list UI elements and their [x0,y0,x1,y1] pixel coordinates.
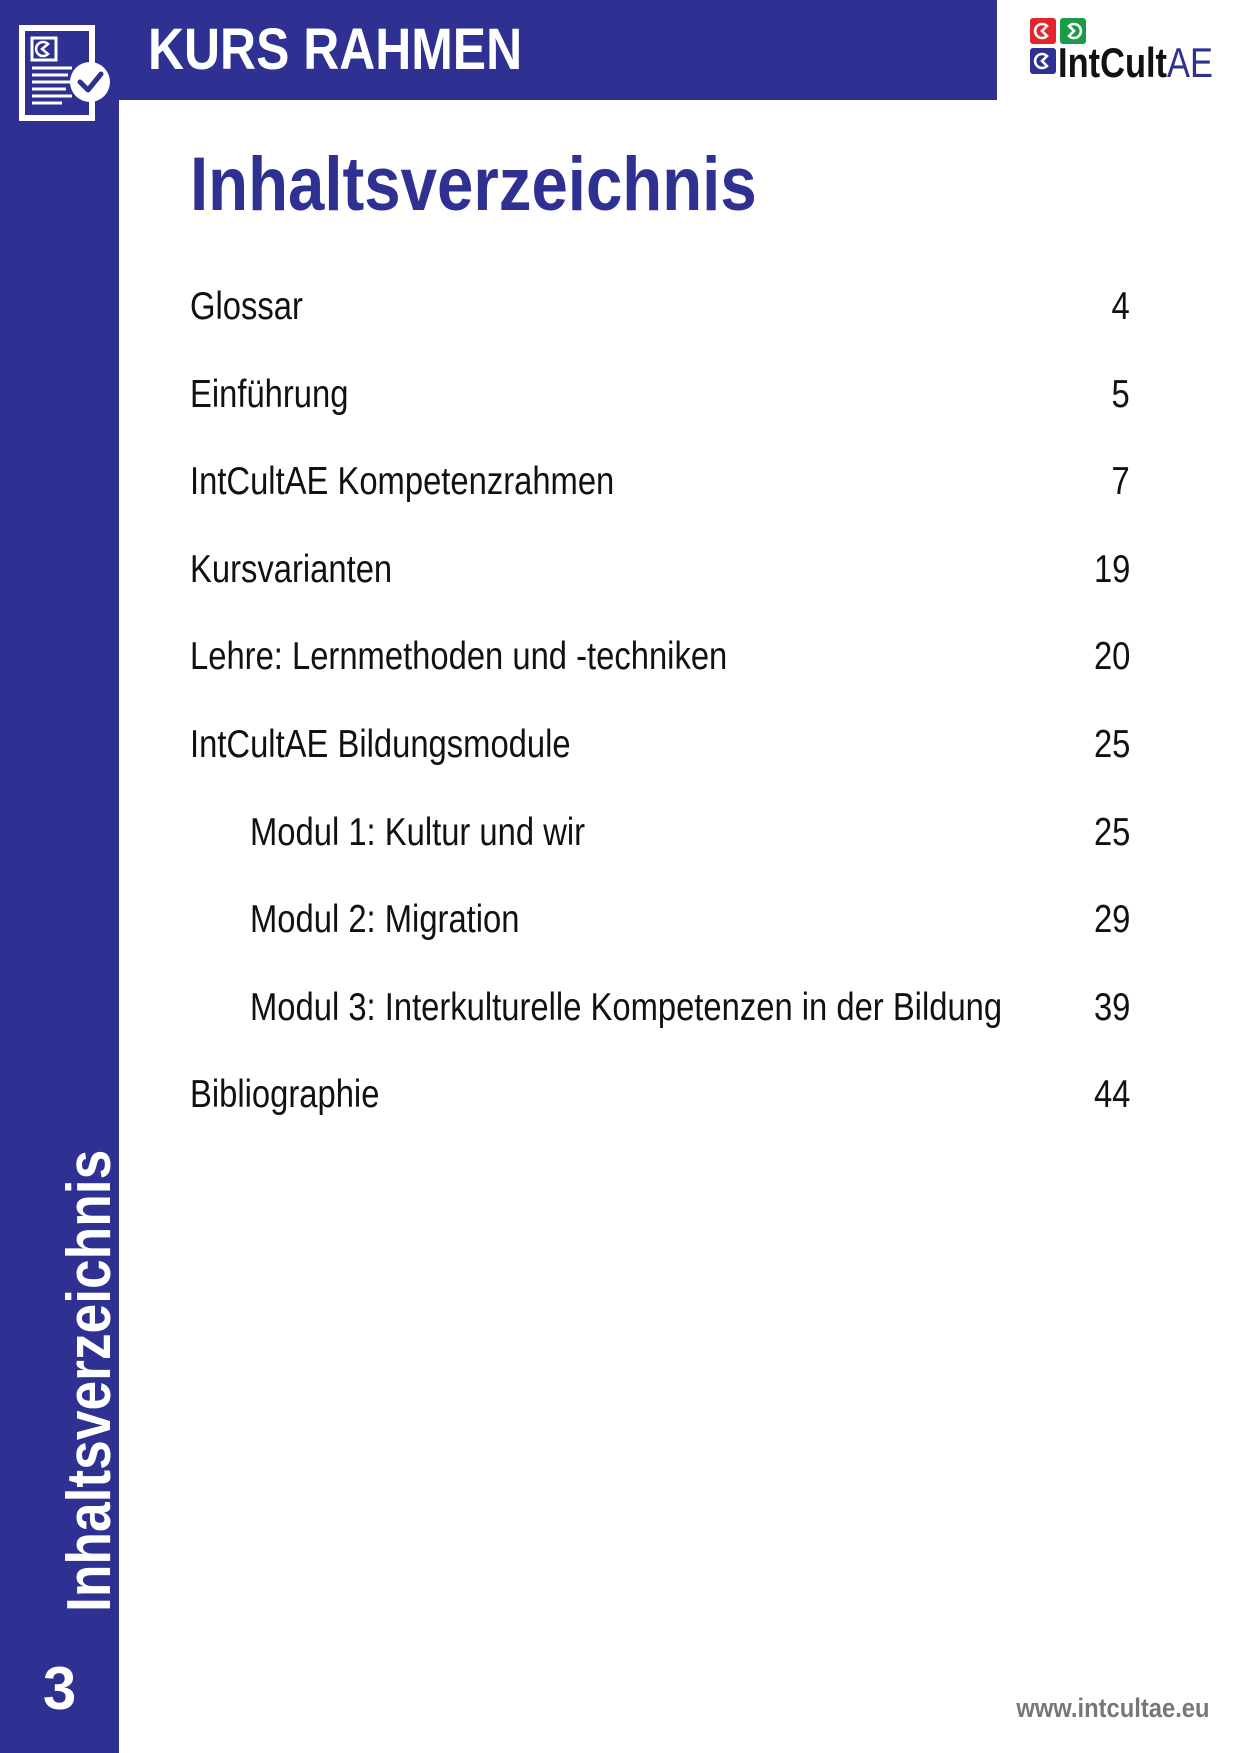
page-heading: Inhaltsverzeichnis [190,142,757,227]
toc-entry[interactable] [190,371,1130,459]
toc-subentry[interactable] [190,984,1130,1072]
toc-subentry-page: 39 [1093,985,1130,1029]
toc-subentry-title: Modul 2: Migration [250,898,520,942]
toc-entry-title: Bibliographie [190,1073,380,1117]
document-checkmark-icon [18,24,122,130]
toc-entry-page: 4 [1111,285,1130,328]
toc-entry-title: Kursvarianten [190,547,393,591]
toc-entry[interactable] [190,721,1130,809]
toc-subentry-page: 25 [1093,810,1130,854]
toc-entry[interactable] [190,633,1130,721]
header-title: KURS RAHMEN [148,17,523,82]
toc-entry[interactable] [190,283,1130,371]
toc-entry-page: 19 [1093,547,1130,591]
table-of-contents [190,283,1130,1159]
toc-entry-page: 20 [1093,635,1130,679]
logo-text [1058,38,1213,88]
logo-text-light: AE [1167,39,1213,86]
footer-url[interactable]: www.intcultae.eu [1016,1693,1210,1723]
toc-entry[interactable] [190,1071,1130,1159]
toc-subentry[interactable] [190,896,1130,984]
logo-text-bold: IntCult [1058,39,1168,86]
toc-entry-title: Einführung [190,372,349,416]
toc-entry-page: 5 [1111,372,1130,416]
page-number: 3 [42,1655,77,1722]
toc-entry[interactable] [190,546,1130,634]
toc-entry-page: 25 [1093,722,1130,766]
toc-subentry[interactable] [190,809,1130,897]
sidebar-section-label: Inhaltsverzeichnis [55,1149,124,1612]
toc-entry-title: Glossar [190,285,303,328]
toc-entry-title: Lehre: Lernmethoden und -techniken [190,635,728,679]
toc-entry-page: 7 [1111,460,1130,504]
toc-subentry-title: Modul 1: Kultur und wir [250,810,586,854]
toc-subentry-page: 29 [1093,898,1130,942]
toc-subentry-title: Modul 3: Interkulturelle Kompetenzen in der Bildung [250,985,1003,1029]
toc-entry-title: IntCultAE Kompetenzrahmen [190,460,615,504]
toc-entry[interactable] [190,458,1130,546]
toc-entry-page: 44 [1093,1073,1130,1117]
toc-entry-title: IntCultAE Bildungsmodule [190,722,571,766]
